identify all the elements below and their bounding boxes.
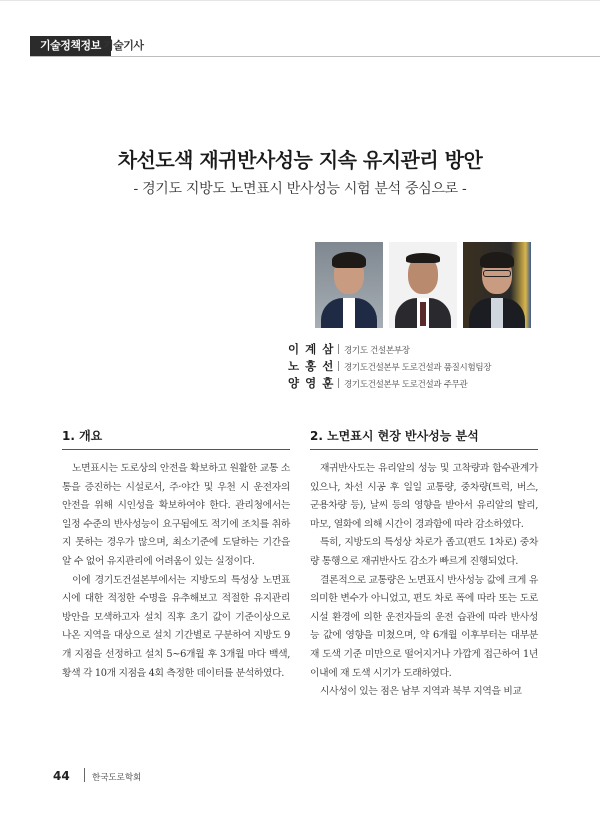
footer-divider <box>84 768 85 782</box>
paragraph: 재귀반사도는 유리알의 성능 및 고착량과 함수관계가 있으나, 차선 시공 후 일일 교통량, 중차량(트럭, 버스, 군용차량 등), 날씨 등의 영향을 받아서 유리알의 탈리, 마모, 열화에 의해 시간이 경과함에 따라 감소하였다. <box>310 463 538 530</box>
section-tag: 기술기사 <box>103 39 144 52</box>
article-title: 차선도색 재귀반사성능 지속 유지관리 방안 <box>117 148 483 172</box>
paragraph: 이에 경기도건설본부에서는 지방도의 특성상 노면표시에 대한 적정한 수명을 유추해보고 적절한 유지관리 방안을 모색하고자 설치 직후 초기 값이 기준이상으로 나온 지역을 대상으로 설치 기간별로 구분하여 지방도 9개 지점을 선정하고 설치 5~6개월 후 3개월 마다 백색, 황색 각 10개 지점을 4회 측정한 데이터를 분석하였다. <box>62 574 290 679</box>
section-heading-overview: 1. 개요 <box>62 427 290 450</box>
author-role: 경기도건설본부 도로건설과 품질시험팀장 <box>344 363 492 373</box>
author-photo-3 <box>463 242 531 328</box>
author-photos <box>315 242 530 328</box>
publisher-name: 한국도로학회 <box>92 773 142 783</box>
author-role: 경기도건설본부 도로건설과 주무관 <box>344 380 468 390</box>
page-number: 44 <box>53 769 70 783</box>
author-row <box>288 355 548 373</box>
author-role: 경기도 건설본부장 <box>344 346 410 356</box>
paragraph: 시사성이 있는 점은 남부 지역과 북부 지역을 비교 <box>320 686 522 698</box>
body-column-left <box>62 460 290 683</box>
author-photo-2 <box>389 242 457 328</box>
paragraph: 노면표시는 도로상의 안전을 확보하고 원활한 교통 소통을 증진하는 시설로서, 주·야간 및 우천 시 운전자의 안전을 위해 시인성을 확보하여야 한다. 관리청에서는 일정 수준의 반사성능이 요구됨에도 적기에 조치를 취하지 못하는 경우가 많으며, 최소기준에 도달하는 기간을 알 수 없어 유지관리에 어려움이 있는 실정이다. <box>62 463 290 567</box>
author-row <box>288 338 548 356</box>
author-name: 양 영 훈 <box>288 376 335 390</box>
article-subtitle: - 경기도 지방도 노면표시 반사성능 시험 분석 중심으로 - <box>133 181 467 197</box>
author-name: 노 홍 선 <box>288 359 335 373</box>
author-photo-1 <box>315 242 383 328</box>
paragraph: 결론적으로 교통량은 노면표시 반사성능 값에 크게 유의미한 변수가 아니었고, 편도 차로 폭에 따라 또는 도로시설 환경에 의한 운전자들의 운전 습관에 따라 반사성능 값에 영향을 미쳤으며, 약 6개월 이후부터는 대부분 재 도색 기준 미만으로 떨어지거나 가깝게 접근하여 1년 이내에 재 도색 시기가 도래하였다. <box>310 574 538 679</box>
author-divider <box>338 344 339 354</box>
body-column-right <box>310 460 538 702</box>
author-row <box>288 372 548 390</box>
author-list <box>288 338 548 389</box>
paragraph: 특히, 지방도의 특성상 차로가 좁고(편도 1차로) 중차량 통행으로 재귀반사도 감소가 빠르게 진행되었다. <box>310 537 538 567</box>
author-name: 이 계 삼 <box>288 342 335 356</box>
header-rule <box>30 56 600 57</box>
author-divider <box>338 378 339 388</box>
author-divider <box>338 361 339 371</box>
section-heading-analysis: 2. 노면표시 현장 반사성능 분석 <box>310 427 538 450</box>
category-tag: 기술정책정보 <box>30 36 111 56</box>
